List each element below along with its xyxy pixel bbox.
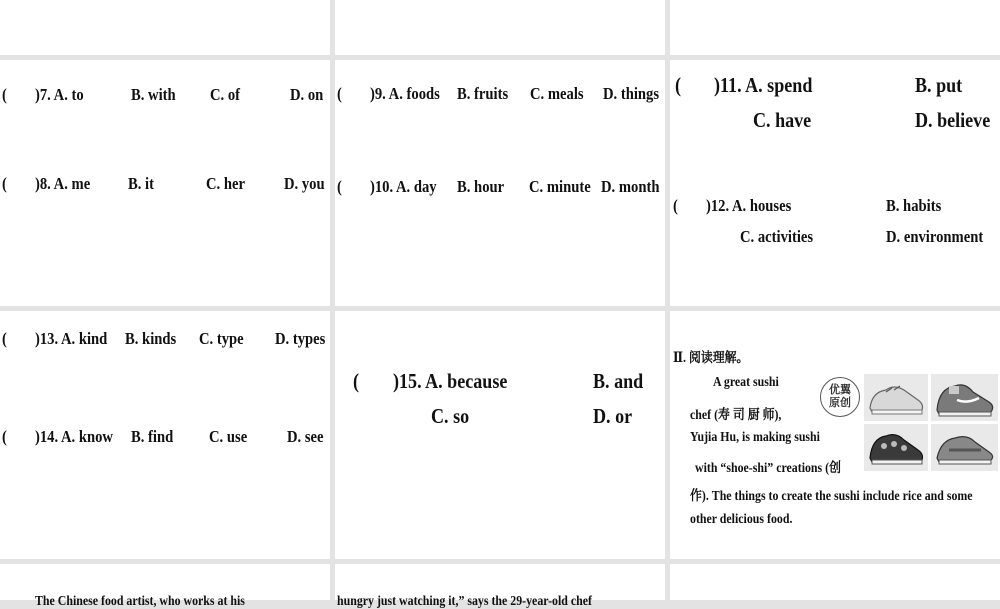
passage-fragment-left: The Chinese food artist, who works at his — [35, 593, 245, 608]
q11-option-b: B. put — [915, 73, 963, 97]
panel-bottom-middle — [335, 564, 665, 608]
q13-option-b: B. kinds — [125, 329, 177, 348]
shoe-sushi-image-3 — [864, 424, 928, 471]
reading-line-2: chef (寿 司 厨 师), — [690, 407, 782, 422]
q10-option-d: D. month — [601, 177, 660, 196]
q12-stem: )12. A. houses — [706, 196, 792, 215]
panel-reading — [670, 311, 1000, 559]
panel-top-middle — [335, 0, 665, 55]
q10-option-b: B. hour — [457, 177, 505, 196]
q12-option-b: B. habits — [886, 196, 942, 215]
q11-option-c: C. have — [753, 108, 812, 132]
q8-paren[interactable]: ( — [2, 174, 7, 193]
q8-stem: )8. A. me — [35, 174, 91, 193]
q15-option-b: B. and — [593, 369, 644, 393]
panel-q9-q10 — [335, 60, 665, 306]
passage-fragment-middle: hungry just watching it,” says the 29-year-old chef — [337, 593, 592, 608]
q12-paren[interactable]: ( — [673, 196, 678, 215]
panel-bottom-right — [670, 564, 1000, 600]
reading-line-5: 作). The things to create the sushi include rice and some — [690, 488, 973, 503]
q15-paren[interactable]: ( — [353, 369, 360, 393]
q7-option-d: D. on — [290, 85, 324, 104]
q12-option-d: D. environment — [886, 227, 984, 246]
reading-line-1: A great sushi — [713, 374, 779, 389]
panel-q13-q14 — [0, 311, 330, 559]
q7-option-b: B. with — [131, 85, 176, 104]
q10-option-c: C. minute — [529, 177, 591, 196]
reading-line-4: with “shoe-shi” creations (创 — [695, 460, 841, 475]
q15-option-c: C. so — [431, 404, 470, 428]
q11-option-d: D. believe — [915, 108, 991, 132]
q14-option-c: C. use — [209, 427, 248, 446]
q14-paren[interactable]: ( — [2, 427, 7, 446]
q15-stem: )15. A. because — [393, 369, 508, 393]
q13-paren[interactable]: ( — [2, 329, 7, 348]
reading-line-6: other delicious food. — [690, 511, 793, 526]
shoe-sushi-image-4 — [931, 424, 998, 471]
q11-stem: )11. A. spend — [714, 73, 813, 97]
q13-option-d: D. types — [275, 329, 326, 348]
panel-top-left — [0, 0, 330, 55]
shoe-sushi-image-2 — [931, 374, 998, 421]
q13-stem: )13. A. kind — [35, 329, 108, 348]
q7-stem: )7. A. to — [35, 85, 84, 104]
badge-line-1: 优翼 — [829, 384, 851, 396]
panel-q11-q12 — [670, 60, 1000, 306]
q8-option-c: C. her — [206, 174, 245, 193]
q9-option-b: B. fruits — [457, 84, 509, 103]
q9-option-c: C. meals — [530, 84, 584, 103]
q10-stem: )10. A. day — [370, 177, 437, 196]
q9-paren[interactable]: ( — [337, 84, 342, 103]
q14-option-d: D. see — [287, 427, 324, 446]
panel-top-right — [670, 0, 1000, 55]
q7-option-c: C. of — [210, 85, 241, 104]
q8-option-b: B. it — [128, 174, 155, 193]
q12-option-c: C. activities — [740, 227, 814, 246]
q9-option-d: D. things — [603, 84, 660, 103]
q14-stem: )14. A. know — [35, 427, 113, 446]
q7-paren[interactable]: ( — [2, 85, 7, 104]
original-badge-icon — [820, 377, 860, 417]
q8-option-d: D. you — [284, 174, 325, 193]
q11-paren[interactable]: ( — [675, 73, 682, 97]
panel-q7-q8 — [0, 60, 330, 306]
panel-q15 — [335, 311, 665, 559]
badge-line-2: 原创 — [829, 397, 851, 409]
q9-stem: )9. A. foods — [370, 84, 440, 103]
reading-heading: Ⅱ. 阅读理解。 — [673, 350, 749, 365]
q15-option-d: D. or — [593, 404, 633, 428]
reading-line-3: Yujia Hu, is making sushi — [690, 429, 820, 444]
q10-paren[interactable]: ( — [337, 177, 342, 196]
q14-option-b: B. find — [131, 427, 174, 446]
shoe-sushi-image-1 — [864, 374, 928, 421]
panel-bottom-left — [0, 564, 330, 608]
q13-option-c: C. type — [199, 329, 244, 348]
